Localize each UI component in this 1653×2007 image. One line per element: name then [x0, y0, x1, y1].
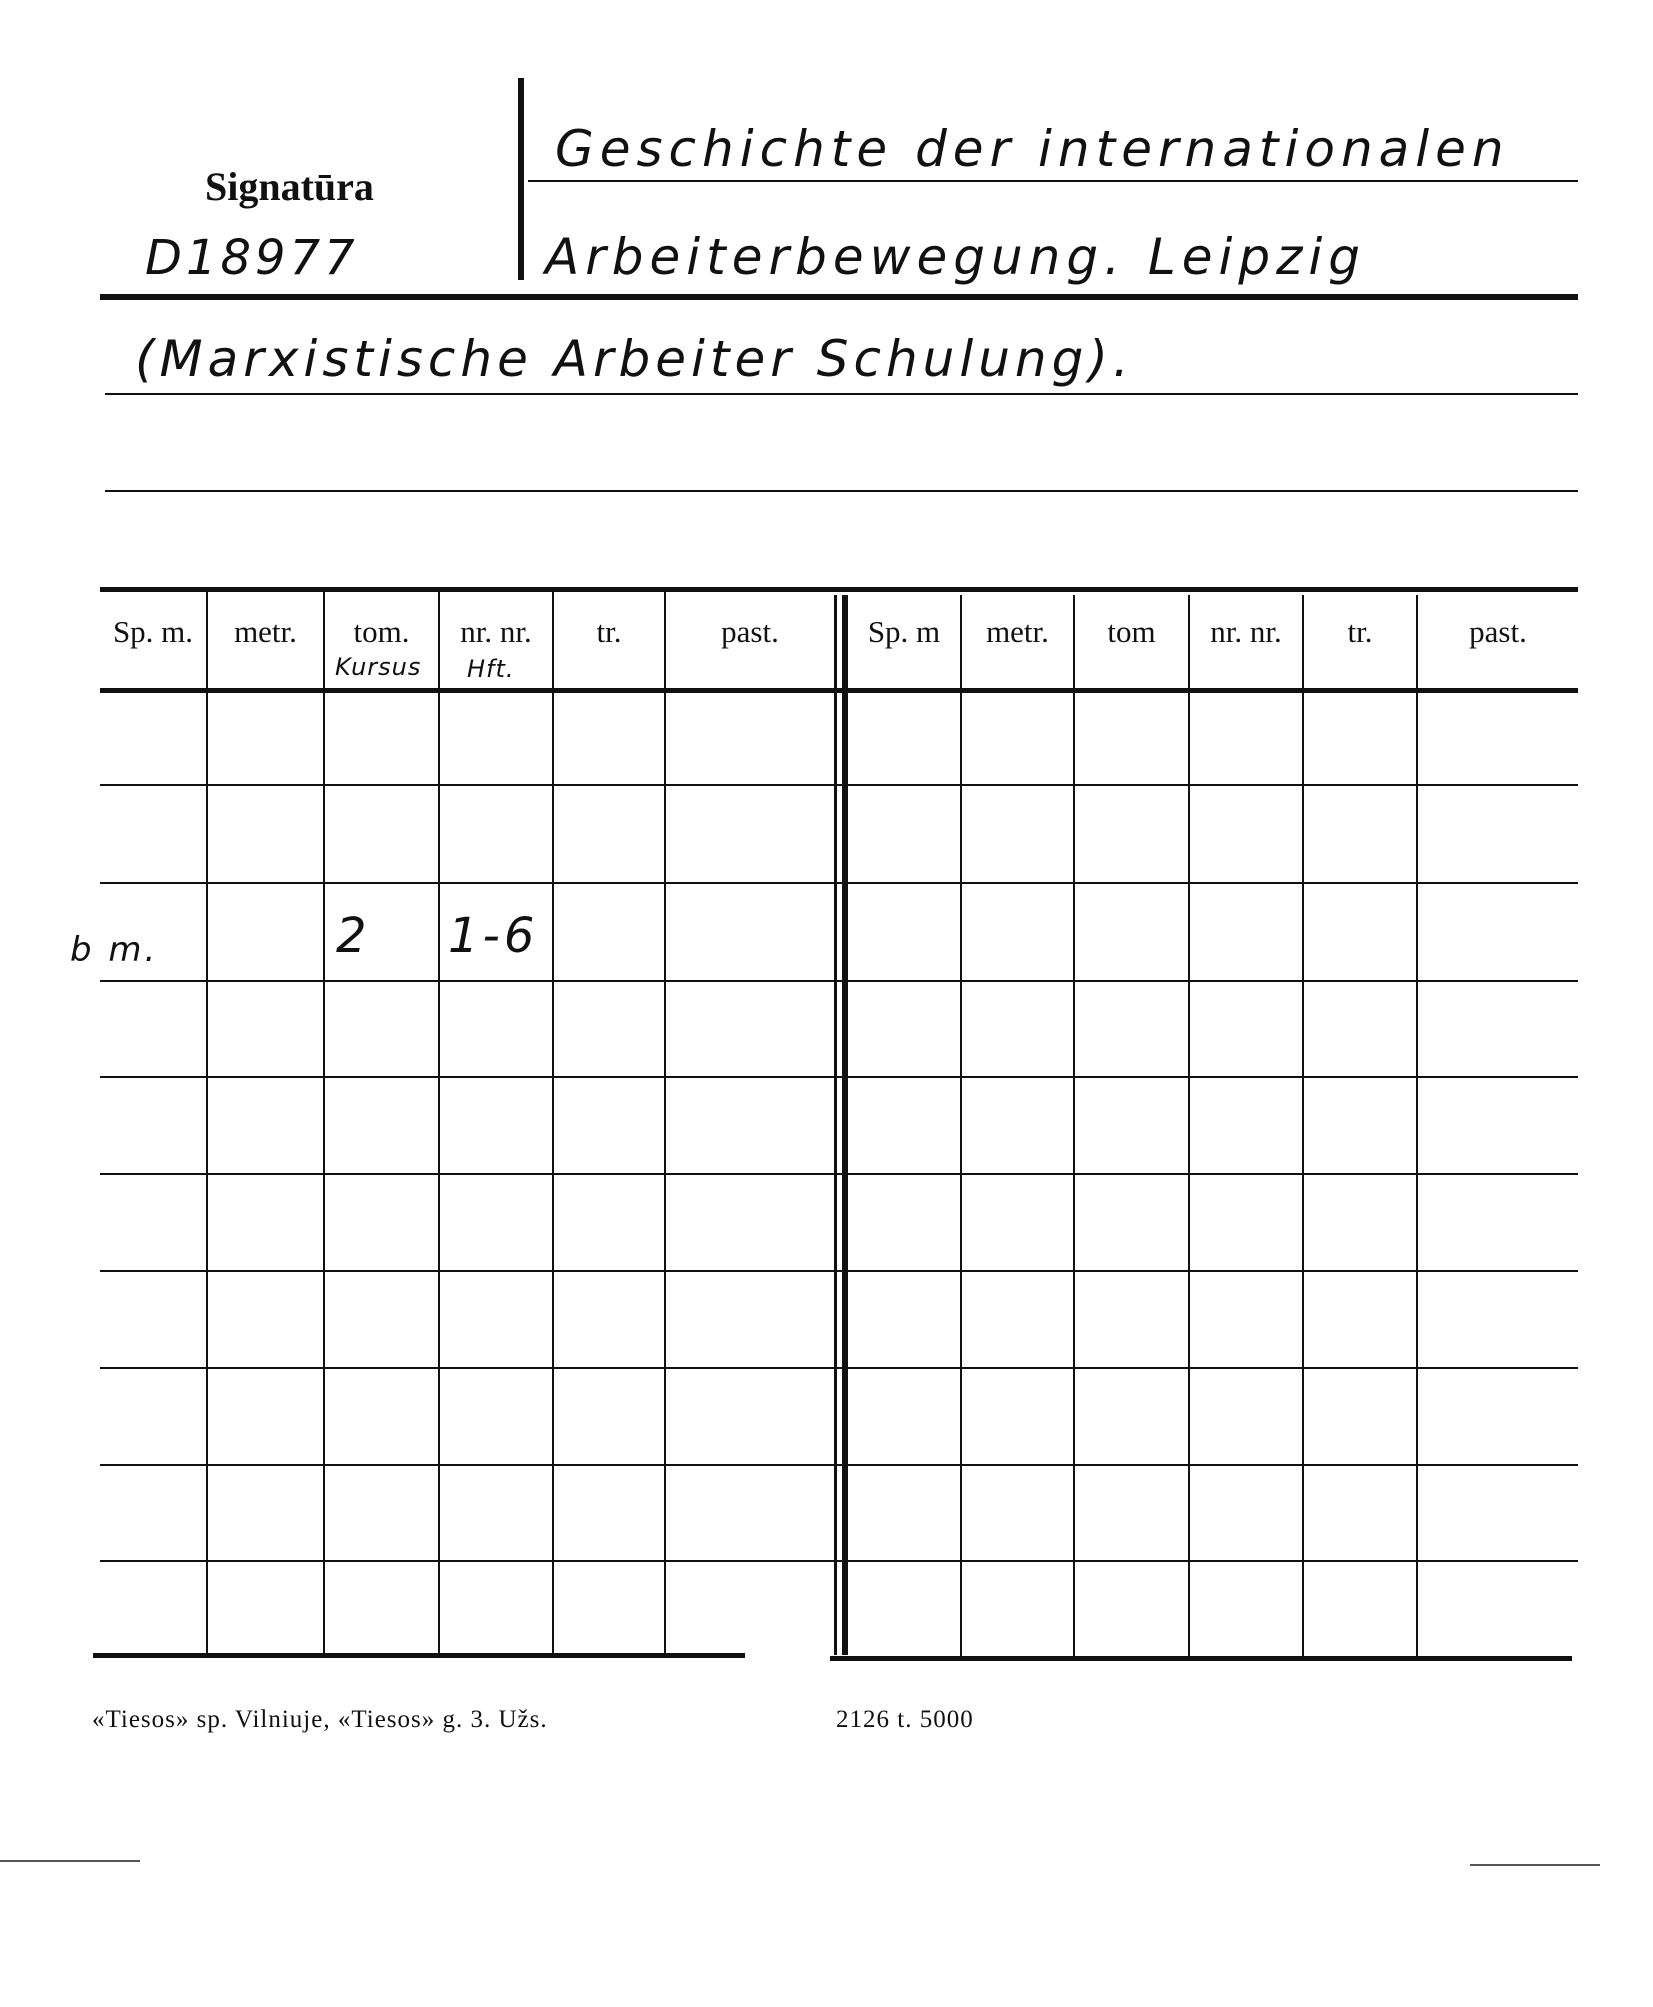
signatura-value: D18977 — [145, 230, 359, 286]
row-rule — [100, 1367, 1578, 1369]
row-rule — [100, 1173, 1578, 1175]
table-header-rule — [100, 688, 1578, 693]
column-header-past: past. — [721, 614, 779, 649]
column-divider — [552, 592, 554, 1654]
title-rule-2 — [100, 294, 1578, 300]
column-divider — [1302, 595, 1304, 1657]
column-header-metr: metr. — [234, 614, 297, 649]
column-header-tom: tom — [1107, 614, 1156, 649]
entry-nr-nr: 1-6 — [448, 908, 539, 964]
row-rule — [100, 882, 1578, 884]
column-header-past: past. — [1469, 614, 1527, 649]
center-divider-a — [834, 595, 837, 1655]
column-divider — [664, 592, 666, 1654]
print-order-number: 2126 t. 5000 — [836, 1706, 974, 1733]
title-line-1: Geschichte der internationalen — [555, 120, 1510, 178]
column-header-nr-nr: nr. nr. — [460, 614, 532, 649]
row-rule — [100, 784, 1578, 786]
column-header-sp-m: Sp. m — [867, 614, 941, 649]
row-rule — [100, 1464, 1578, 1466]
column-divider — [960, 595, 962, 1657]
title-line-2: Arbeiterbewegung. Leipzig — [545, 228, 1366, 286]
blank-rule — [105, 490, 1578, 492]
column-header-sp-m: Sp. m. — [112, 614, 194, 649]
table-top-rule — [100, 587, 1578, 592]
column-header-tr: tr. — [1347, 614, 1373, 649]
column-divider — [1188, 595, 1190, 1657]
column-header-tom: tom. — [353, 614, 410, 649]
handwritten-subheader-hft: Hft. — [467, 655, 515, 683]
title-line-3: (Marxistische Arbeiter Schulung). — [135, 330, 1134, 388]
row-rule — [100, 1270, 1578, 1272]
column-divider — [1073, 595, 1075, 1657]
handwritten-subheader-kursus: Kursus — [335, 653, 422, 681]
printer-imprint: «Tiesos» sp. Vilniuje, «Tiesos» g. 3. Užs. — [92, 1706, 548, 1733]
scan-edge-mark — [0, 1860, 140, 1862]
column-header-nr-nr: nr. nr. — [1210, 614, 1282, 649]
column-divider — [323, 592, 325, 1654]
center-divider-b — [842, 595, 848, 1655]
title-rule-3 — [105, 393, 1578, 395]
row-rule — [100, 980, 1578, 982]
column-divider — [438, 592, 440, 1654]
scan-edge-mark — [1470, 1864, 1600, 1866]
entry-sp-m: b m. — [70, 930, 159, 970]
table-bottom-rule-right — [830, 1656, 1572, 1661]
header-divider — [518, 78, 524, 280]
table-bottom-rule-left — [93, 1653, 745, 1658]
column-divider — [206, 592, 208, 1654]
column-header-tr: tr. — [596, 614, 622, 649]
title-rule-1 — [528, 180, 1578, 182]
row-rule — [100, 1076, 1578, 1078]
entry-tom: 2 — [336, 908, 371, 964]
column-divider — [1416, 595, 1418, 1657]
signatura-label: Signatūra — [205, 164, 374, 209]
column-header-metr: metr. — [986, 614, 1049, 649]
row-rule — [100, 1560, 1578, 1562]
